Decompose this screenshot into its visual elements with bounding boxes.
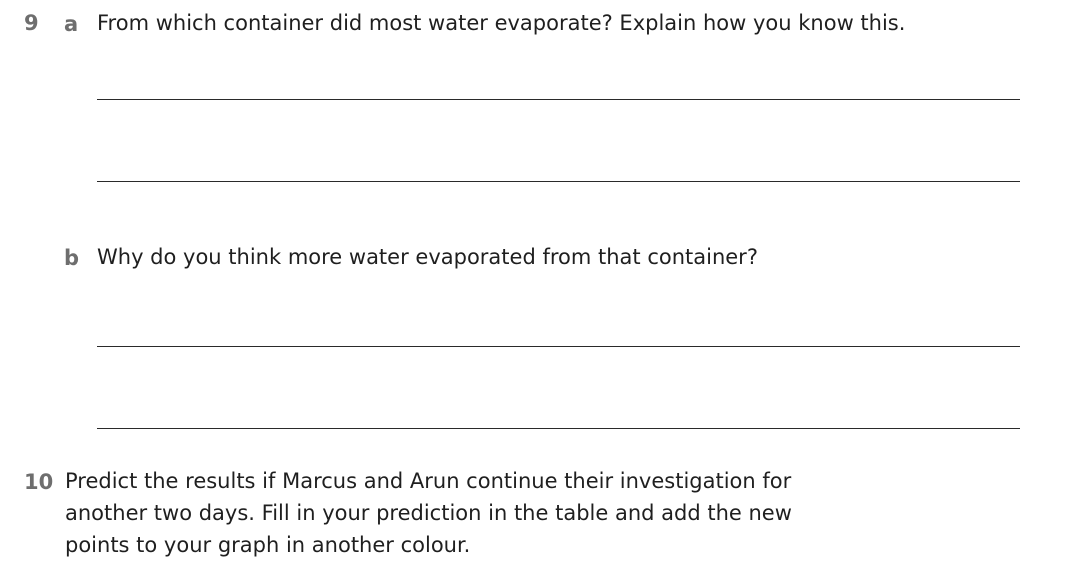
question-9a-letter: a	[64, 12, 79, 36]
question-10-line-2: another two days. Fill in your prediction in the table and add the new	[65, 501, 792, 525]
question-9b-letter: b	[64, 246, 80, 270]
question-10-number: 10	[24, 470, 54, 494]
question-9-number: 9	[24, 11, 39, 35]
answer-line-9a-1[interactable]	[97, 99, 1020, 100]
answer-line-9a-2[interactable]	[97, 181, 1020, 182]
question-9b-text: Why do you think more water evaporated from that container?	[97, 245, 758, 269]
answer-line-9b-1[interactable]	[97, 346, 1020, 347]
question-9a-text: From which container did most water evaporate? Explain how you know this.	[97, 11, 906, 35]
question-10-line-3: points to your graph in another colour.	[65, 533, 471, 557]
answer-line-9b-2[interactable]	[97, 428, 1020, 429]
question-10-line-1: Predict the results if Marcus and Arun continue their investigation for	[65, 469, 792, 493]
